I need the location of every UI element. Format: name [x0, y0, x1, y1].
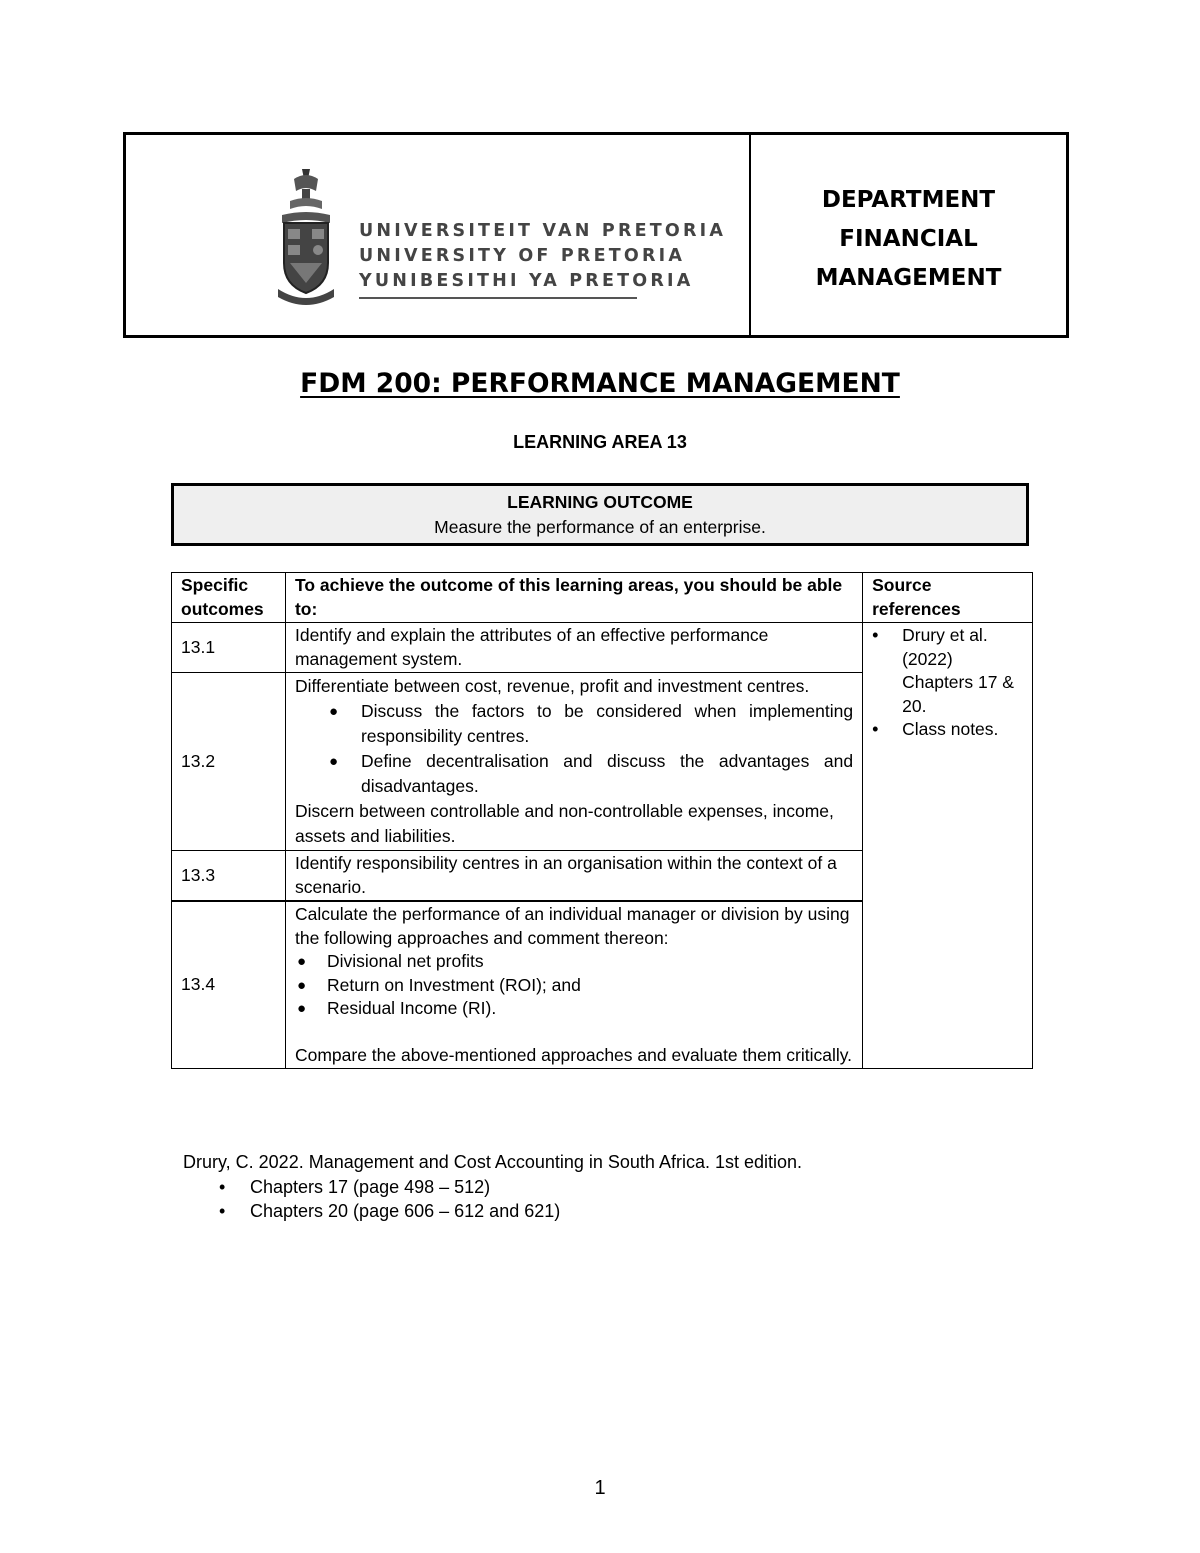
logo-underline — [359, 297, 637, 299]
source-item: • Class notes. — [872, 718, 1023, 742]
list-item: ● Discuss the factors to be considered when implementing responsibility centres. — [295, 699, 853, 749]
university-crest-icon — [276, 167, 336, 312]
spacer — [295, 1021, 853, 1044]
header-specific-outcomes: Specific outcomes — [172, 573, 286, 623]
outcome-intro: Calculate the performance of an individual manager or division by using the following approaches and comment thereon: — [294, 904, 850, 948]
outcome-outro: Compare the above-mentioned approaches and evaluate them critically. — [294, 1044, 853, 1065]
list-item: ● Define decentralisation and discuss the advantages and disadvantages. — [295, 749, 853, 799]
outcome-code: 13.2 — [172, 673, 286, 851]
outcome-outro: Discern between controllable and non-controllable expenses, income, assets and liabilities. — [294, 801, 834, 846]
department-cell — [751, 135, 1066, 335]
reference-item: • Chapters 17 (page 498 – 512) — [183, 1175, 802, 1200]
outcome-code: 13.1 — [172, 623, 286, 673]
university-name-sepedi: YUNIBESITHI YA PRETORIA — [359, 271, 694, 291]
outcome-code: 13.4 — [172, 901, 286, 1069]
department-line-1: DEPARTMENT — [821, 186, 996, 213]
university-name-afrikaans: UNIVERSITEIT VAN PRETORIA — [359, 221, 727, 241]
page-number: 1 — [594, 1477, 606, 1499]
learning-outcome-box — [171, 483, 1029, 546]
logo-cell — [126, 135, 751, 335]
outcomes-table — [171, 572, 1033, 1069]
list-item: ● Return on Investment (ROI); and — [295, 974, 853, 998]
outcome-text-block — [285, 901, 862, 1069]
list-item: ● Residual Income (RI). — [295, 997, 853, 1021]
header-achieve: To achieve the outcome of this learning areas, you should be able to: — [285, 573, 862, 623]
header-box — [123, 132, 1069, 338]
learning-outcome-text: Measure the performance of an enterprise. — [434, 517, 766, 537]
outcome-text: Identify and explain the attributes of an effective performance management system. — [285, 623, 862, 673]
learning-area-title: LEARNING AREA 13 — [513, 432, 687, 452]
page-title: FDM 200: PERFORMANCE MANAGEMENT — [300, 368, 900, 399]
outcome-intro: Differentiate between cost, revenue, profit and investment centres. — [294, 676, 810, 696]
department-line-3: MANAGEMENT — [815, 264, 1002, 291]
source-item: • Drury et al. (2022) Chapters 17 & 20. — [872, 624, 1023, 718]
reference-block — [183, 1150, 802, 1224]
table-row — [172, 623, 1033, 673]
outcome-text: Identify responsibility centres in an organisation within the context of a scenario. — [285, 851, 862, 902]
table-header-row — [172, 573, 1033, 623]
reference-text: Drury, C. 2022. Management and Cost Accounting in South Africa. 1st edition. — [183, 1152, 803, 1172]
list-item: ● Divisional net profits — [295, 950, 853, 974]
department-line-2: FINANCIAL — [839, 225, 978, 252]
university-names — [359, 219, 726, 294]
source-references-cell — [863, 623, 1033, 1069]
learning-outcome-heading: LEARNING OUTCOME — [507, 492, 693, 512]
header-source-references: Source references — [863, 573, 1033, 623]
outcome-text-block — [285, 673, 862, 851]
outcome-code: 13.3 — [172, 851, 286, 902]
reference-item: • Chapters 20 (page 606 – 612 and 621) — [183, 1199, 802, 1224]
university-name-english: UNIVERSITY OF PRETORIA — [359, 246, 686, 266]
